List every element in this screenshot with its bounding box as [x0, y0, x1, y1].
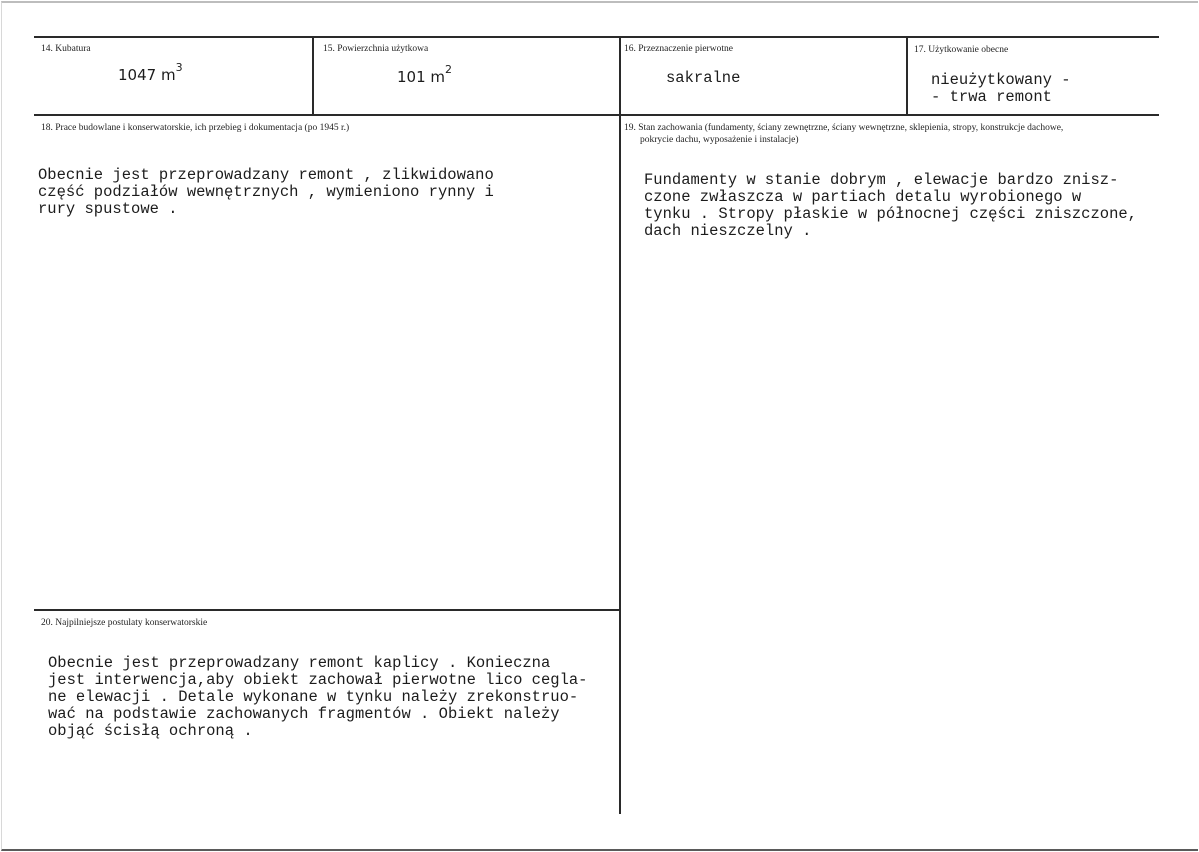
field-20-line-2: jest interwencja,aby obiekt zachował pierwotne lico cegla- — [48, 671, 588, 689]
field-18-line-3: rury spustowe . — [38, 200, 178, 218]
field-19-line-3: tynku . Stropy płaskie w północnej części zniszczone, — [644, 205, 1137, 223]
field-15-unit: m — [430, 68, 446, 86]
section-20-rule — [34, 609, 621, 611]
field-18-line-2: część podziałów wewnętrznych , wymieniono rynny i — [38, 183, 494, 201]
field-17-value-line-2: - trwa remont — [931, 88, 1052, 106]
field-19-label-line-1: 19. Stan zachowania (fundamenty, ściany zewnętrzne, ściany wewnętrzne, sklepienia, stropy, konstrukcje dachowe, — [624, 123, 1064, 133]
col-divider-1 — [312, 36, 314, 115]
field-19-line-1: Fundamenty w stanie dobrym , elewacje bardzo znisz- — [644, 171, 1119, 189]
field-18-line-1: Obecnie jest przeprowadzany remont , zlikwidowano — [38, 166, 494, 184]
field-20-line-1: Obecnie jest przeprowadzany remont kaplicy . Konieczna — [48, 654, 551, 672]
field-20-line-4: wać na podstawie zachowanych fragmentów . Obiekt należy — [48, 705, 560, 723]
top-rule — [34, 36, 1159, 38]
field-19-line-2: czone zwłaszcza w partiach detalu wyrobionego w — [644, 188, 1082, 206]
field-14-unit: m — [160, 66, 176, 84]
field-20-line-5: objąć ścisłą ochroną . — [48, 722, 253, 740]
field-19-line-4: dach nieszczelny . — [644, 222, 812, 240]
field-14-label: 14. Kubatura — [41, 44, 91, 54]
field-15-label: 15. Powierzchnia użytkowa — [323, 44, 429, 54]
field-14-number: 1047 — [118, 66, 157, 84]
field-15-exponent: 2 — [445, 63, 453, 76]
col-divider-3 — [906, 36, 908, 115]
field-16-value: sakralne — [666, 69, 741, 87]
field-19-label-line-2: pokrycie dachu, wyposażenie i instalacje) — [640, 135, 799, 145]
field-15-number: 101 — [397, 68, 426, 86]
field-20-line-3: ne elewacji . Detale wykonane w tynku należy zrekonstruo- — [48, 688, 579, 706]
field-17-label: 17. Użytkowanie obecne — [914, 45, 1009, 55]
col-divider-main — [619, 36, 621, 814]
field-20-label: 20. Najpilniejsze postulaty konserwatorskie — [41, 618, 208, 628]
field-18-label: 18. Prace budowlane i konserwatorskie, ich przebieg i dokumentacja (po 1945 r.) — [41, 123, 350, 133]
field-16-label: 16. Przeznaczenie pierwotne — [624, 44, 733, 54]
field-15-value — [397, 63, 453, 86]
field-14-value — [118, 61, 183, 84]
row-divider — [34, 114, 1159, 116]
field-17-value-line-1: nieużytkowany - — [931, 71, 1071, 89]
field-14-exponent: 3 — [175, 61, 183, 74]
